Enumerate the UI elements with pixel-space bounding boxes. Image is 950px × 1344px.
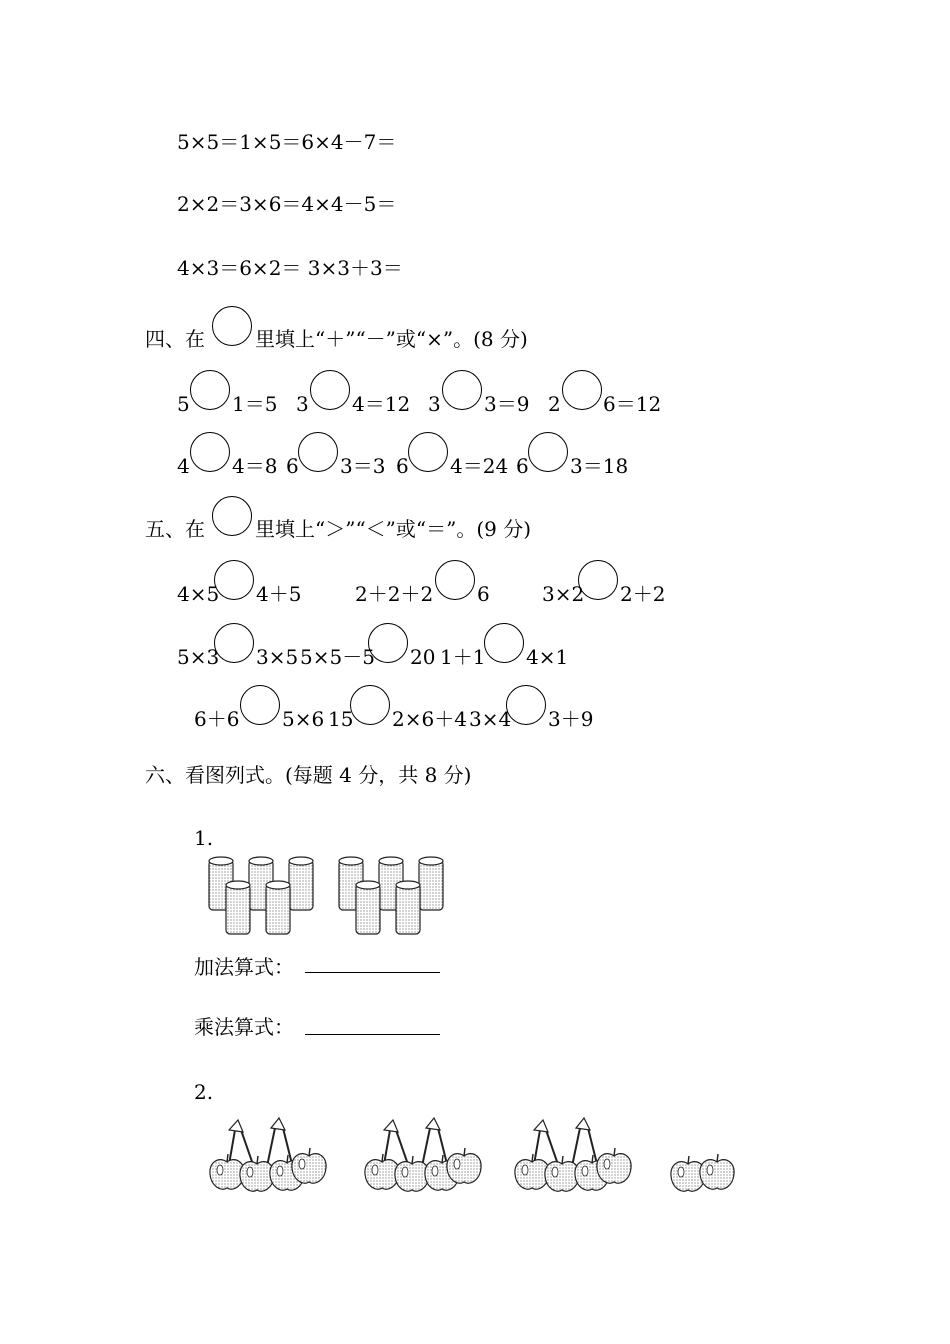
multiplication-formula-blank[interactable] xyxy=(305,1034,440,1035)
s4-r2-answer-circle-3[interactable] xyxy=(408,432,448,472)
s4-r1-answer-circle-4[interactable] xyxy=(562,370,602,410)
can-icon xyxy=(356,881,380,934)
s5-r3-answer-circle-2[interactable] xyxy=(350,685,390,725)
section5-title-circle xyxy=(212,496,252,536)
can-icon xyxy=(226,881,250,934)
s5-r2-answer-circle-2[interactable] xyxy=(368,623,408,663)
apple-cluster-icon xyxy=(210,1118,326,1191)
can-icon xyxy=(419,857,443,910)
s5-r2-answer-circle-1[interactable] xyxy=(214,623,254,663)
s5-r1-answer-circle-2[interactable] xyxy=(435,560,475,600)
s4-r2-left-4: 6 xyxy=(516,454,529,478)
question-1-label: 1. xyxy=(194,826,214,850)
s4-r1-right-4: 6＝12 xyxy=(603,392,662,416)
s5-r2-left-2: 5×5－5 xyxy=(300,645,375,669)
section6-title: 六、看图列式。(每题 4 分，共 8 分) xyxy=(145,763,472,787)
can-icon xyxy=(396,881,420,934)
s4-r1-left-3: 3 xyxy=(428,392,441,416)
s5-r2-right-1: 3×5 xyxy=(256,645,299,669)
s4-r1-left-4: 2 xyxy=(548,392,561,416)
s5-r2-left-3: 1＋1 xyxy=(440,645,486,669)
equation-line-1: 5×5＝1×5＝6×4－7＝ xyxy=(177,130,397,154)
can-group-right xyxy=(339,857,443,934)
s4-r1-answer-circle-1[interactable] xyxy=(190,370,230,410)
s5-r1-right-2: 6 xyxy=(477,582,490,606)
s5-r3-right-2: 2×6＋4 xyxy=(392,707,467,731)
s5-r3-left-1: 6＋6 xyxy=(194,707,240,731)
s5-r3-left-3: 3×4 xyxy=(469,707,512,731)
s4-r1-right-2: 4＝12 xyxy=(352,392,411,416)
section5-title-prefix: 五、在 xyxy=(145,517,205,541)
s4-r1-answer-circle-2[interactable] xyxy=(310,370,350,410)
s4-r2-answer-circle-2[interactable] xyxy=(298,432,338,472)
s5-r2-right-3: 4×1 xyxy=(526,645,569,669)
question-2-label: 2. xyxy=(194,1080,214,1104)
can-icon xyxy=(289,857,313,910)
apple-pair-icon xyxy=(671,1154,734,1191)
section4-title-prefix: 四、在 xyxy=(145,327,205,351)
section4-title-circle xyxy=(212,306,252,346)
s4-r2-left-2: 6 xyxy=(286,454,299,478)
equation-line-2: 2×2＝3×6＝4×4－5＝ xyxy=(177,192,397,216)
addition-formula-label: 加法算式： xyxy=(194,955,294,979)
s5-r2-answer-circle-3[interactable] xyxy=(484,623,524,663)
equation-line-3: 4×3＝6×2＝ 3×3＋3＝ xyxy=(177,256,403,280)
s5-r3-answer-circle-3[interactable] xyxy=(506,685,546,725)
s4-r2-left-1: 4 xyxy=(177,454,190,478)
s5-r1-left-3: 3×2 xyxy=(542,582,585,606)
cans-picture xyxy=(200,850,450,945)
apples-picture xyxy=(205,1118,745,1198)
s4-r2-answer-circle-4[interactable] xyxy=(528,432,568,472)
s5-r1-right-3: 2＋2 xyxy=(620,582,666,606)
s5-r3-answer-circle-1[interactable] xyxy=(240,685,280,725)
s4-r2-right-4: 3＝18 xyxy=(570,454,629,478)
addition-formula-blank[interactable] xyxy=(305,972,440,973)
s5-r1-answer-circle-1[interactable] xyxy=(214,560,254,600)
section4-title: 里填上“＋”“－”或“×”。(8 分) xyxy=(255,327,528,351)
s4-r1-right-3: 3＝9 xyxy=(484,392,530,416)
s4-r2-right-2: 3＝3 xyxy=(340,454,386,478)
can-icon xyxy=(266,881,290,934)
s5-r3-left-2: 15 xyxy=(328,707,354,731)
section5-title: 里填上“＞”“＜”或“＝”。(9 分) xyxy=(255,517,532,541)
apple-cluster-icon xyxy=(515,1118,631,1191)
s4-r2-left-3: 6 xyxy=(396,454,409,478)
s5-r3-right-3: 3＋9 xyxy=(548,707,594,731)
s5-r2-left-1: 5×3 xyxy=(177,645,220,669)
apple-cluster-icon xyxy=(365,1118,481,1191)
s5-r1-answer-circle-3[interactable] xyxy=(578,560,618,600)
s4-r2-answer-circle-1[interactable] xyxy=(190,432,230,472)
can-group-left xyxy=(209,857,313,934)
s5-r1-right-1: 4＋5 xyxy=(256,582,302,606)
s5-r2-right-2: 20 xyxy=(410,645,436,669)
s4-r1-left-2: 3 xyxy=(296,392,309,416)
s5-r1-left-1: 4×5 xyxy=(177,582,220,606)
s4-r2-right-1: 4＝8 xyxy=(232,454,278,478)
s4-r1-answer-circle-3[interactable] xyxy=(442,370,482,410)
multiplication-formula-label: 乘法算式： xyxy=(194,1015,294,1039)
s4-r1-right-1: 1＝5 xyxy=(232,392,278,416)
s5-r1-left-2: 2＋2＋2 xyxy=(355,582,434,606)
s4-r1-left-1: 5 xyxy=(177,392,190,416)
s5-r3-right-1: 5×6 xyxy=(282,707,325,731)
s4-r2-right-3: 4＝24 xyxy=(450,454,509,478)
